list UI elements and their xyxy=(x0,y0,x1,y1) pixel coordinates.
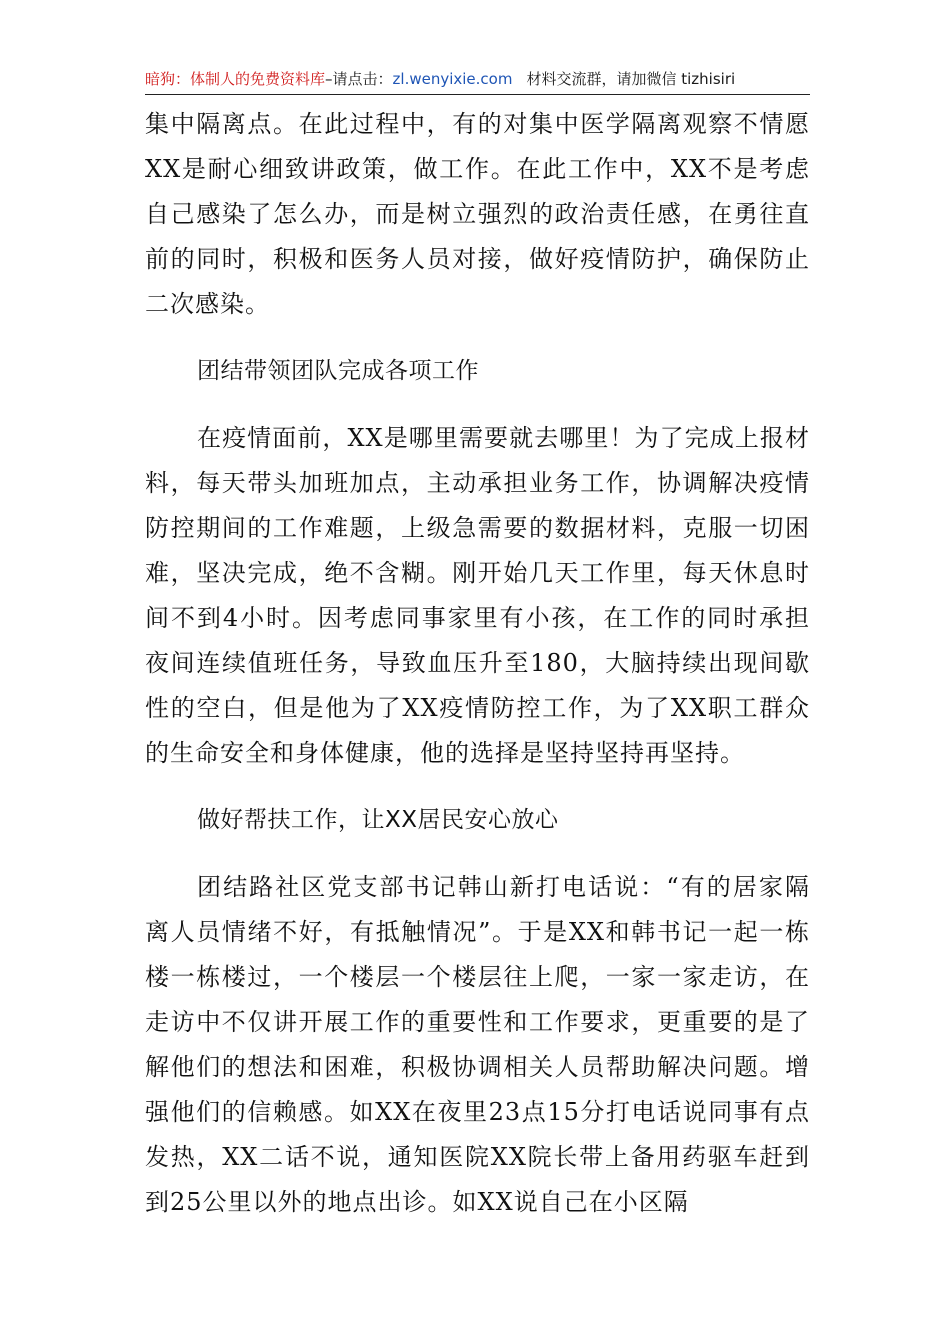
paragraph-1: 集中隔离点。在此过程中，有的对集中医学隔离观察不情愿XX是耐心细致讲政策，做工作。在此工作中，XX不是考虑自己感染了怎么办，而是树立强烈的政治责任感，在勇往直前的同时，积极和医务人员对接，做好疫情防护，确保防止二次感染。 xyxy=(145,110,810,318)
paragraph-2: 在疫情面前，XX是哪里需要就去哪里！为了完成上报材料，每天带头加班加点，主动承担业务工作，协调解决疫情防控期间的工作难题，上级急需要的数据材料，克服一切困难，坚决完成，绝不含糊。刚开始几天工作里，每天休息时间不到4小时。因考虑同事家里有小孩，在工作的同时承担夜间连续值班任务，导致血压升至180，大脑持续出现间歇性的空白，但是他为了XX疫情防控工作，为了XX职工群众的生命安全和身体健康，他的选择是坚持坚持再坚持。 xyxy=(145,424,810,767)
section-heading-1: 团结带领团队完成各项工作 xyxy=(197,358,479,384)
header-click-hint: –请点击： xyxy=(325,70,393,88)
section-heading-2: 做好帮扶工作，让XX居民安心放心 xyxy=(197,807,559,833)
header-link[interactable]: zl.wenyixie.com xyxy=(392,70,513,88)
page-header xyxy=(145,68,810,94)
document-body xyxy=(145,102,810,1225)
paragraph-3: 团结路社区党支部书记韩山新打电话说：“有的居家隔离人员情绪不好，有抵触情况”。于是XX和韩书记一起一栋楼一栋楼过，一个楼层一个楼层往上爬，一家一家走访，在走访中不仅讲开展工作的重要性和工作要求，更重要的是了解他们的想法和困难，积极协调相关人员帮助解决问题。增强他们的信赖感。如XX在夜里23点15分打电话说同事有点发热，XX二话不说，通知医院XX院长带上备用药驱车赶到到25公里以外的地点出诊。如XX说自己在小区隔 xyxy=(145,873,810,1216)
header-divider xyxy=(145,94,810,95)
header-site-name: 暗狗：体制人的免费资料库 xyxy=(145,70,326,88)
header-wechat-note: 材料交流群，请加微信 tizhisiri xyxy=(526,70,736,88)
